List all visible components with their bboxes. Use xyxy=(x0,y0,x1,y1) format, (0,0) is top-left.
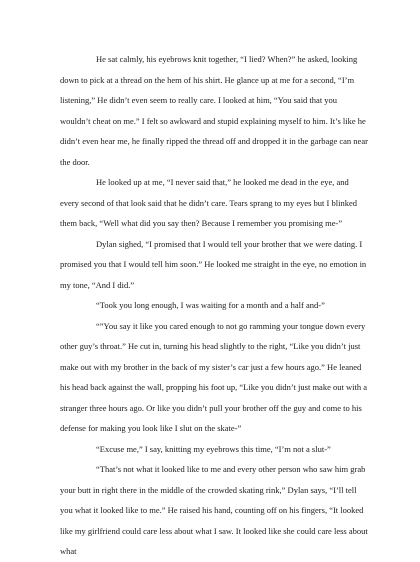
paragraph-4: “Took you long enough, I was waiting for a month and a half and-” xyxy=(96,300,325,310)
paragraph-1: He sat calmly, his eyebrows knit together, “I lied? When?” he asked, looking down to pick at a thread on the hem of his shirt. He glance up at me for a second, “I’m listening,” He didn’t even seem to really care. I looked at him, “You said that you wouldn’t cheat on me.” I felt so awkward and stupid explaining myself to him. It’s like he didn’t even hear me, he finally ripped the thread off and dropped it in the garbage can near the door. xyxy=(60,54,368,167)
paragraph-7: “That’s not what it looked like to me and every other person who saw him grab your butt in right there in the middle of the crowded skating rink,” Dylan says, “I’ll tell you what it looked like to me.” He raised his hand, counting off on his fingers, “It looked like my girlfriend could care less about what I saw. It looked like she could care less about what xyxy=(60,464,368,556)
paragraph-2: He looked up at me, “I never said that,” he looked me dead in the eye, and every second of that look said that he didn’t care. Tears sprang to my eyes but I blinked them back, “Well what did you say then? Because I remember you promising me-” xyxy=(60,177,357,228)
paragraph-3: Dylan sighed, “I promised that I would tell your brother that we were dating. I promised you that I would tell him soon.” He looked me straight in the eye, no emotion in my tone, “And I did.” xyxy=(60,238,367,290)
paragraph-5: “”You say it like you cared enough to not go ramming your tongue down every other guy’s throat.” He cut in, turning his head slightly to the right, “Like you didn’t just make out with my brother in the back of my sister’s car just a few hours ago.” He leaned his head back against the wall, propping his foot up, “Like you didn’t just make out with a stranger three hours ago. Or like you didn’t pull your brother off the guy and come to his defense for making you look like I slut on the skate-” xyxy=(60,320,367,433)
paragraph-6: “Excuse me,” I say, knitting my eyebrows this time, “I’m not a slut-” xyxy=(96,443,331,454)
